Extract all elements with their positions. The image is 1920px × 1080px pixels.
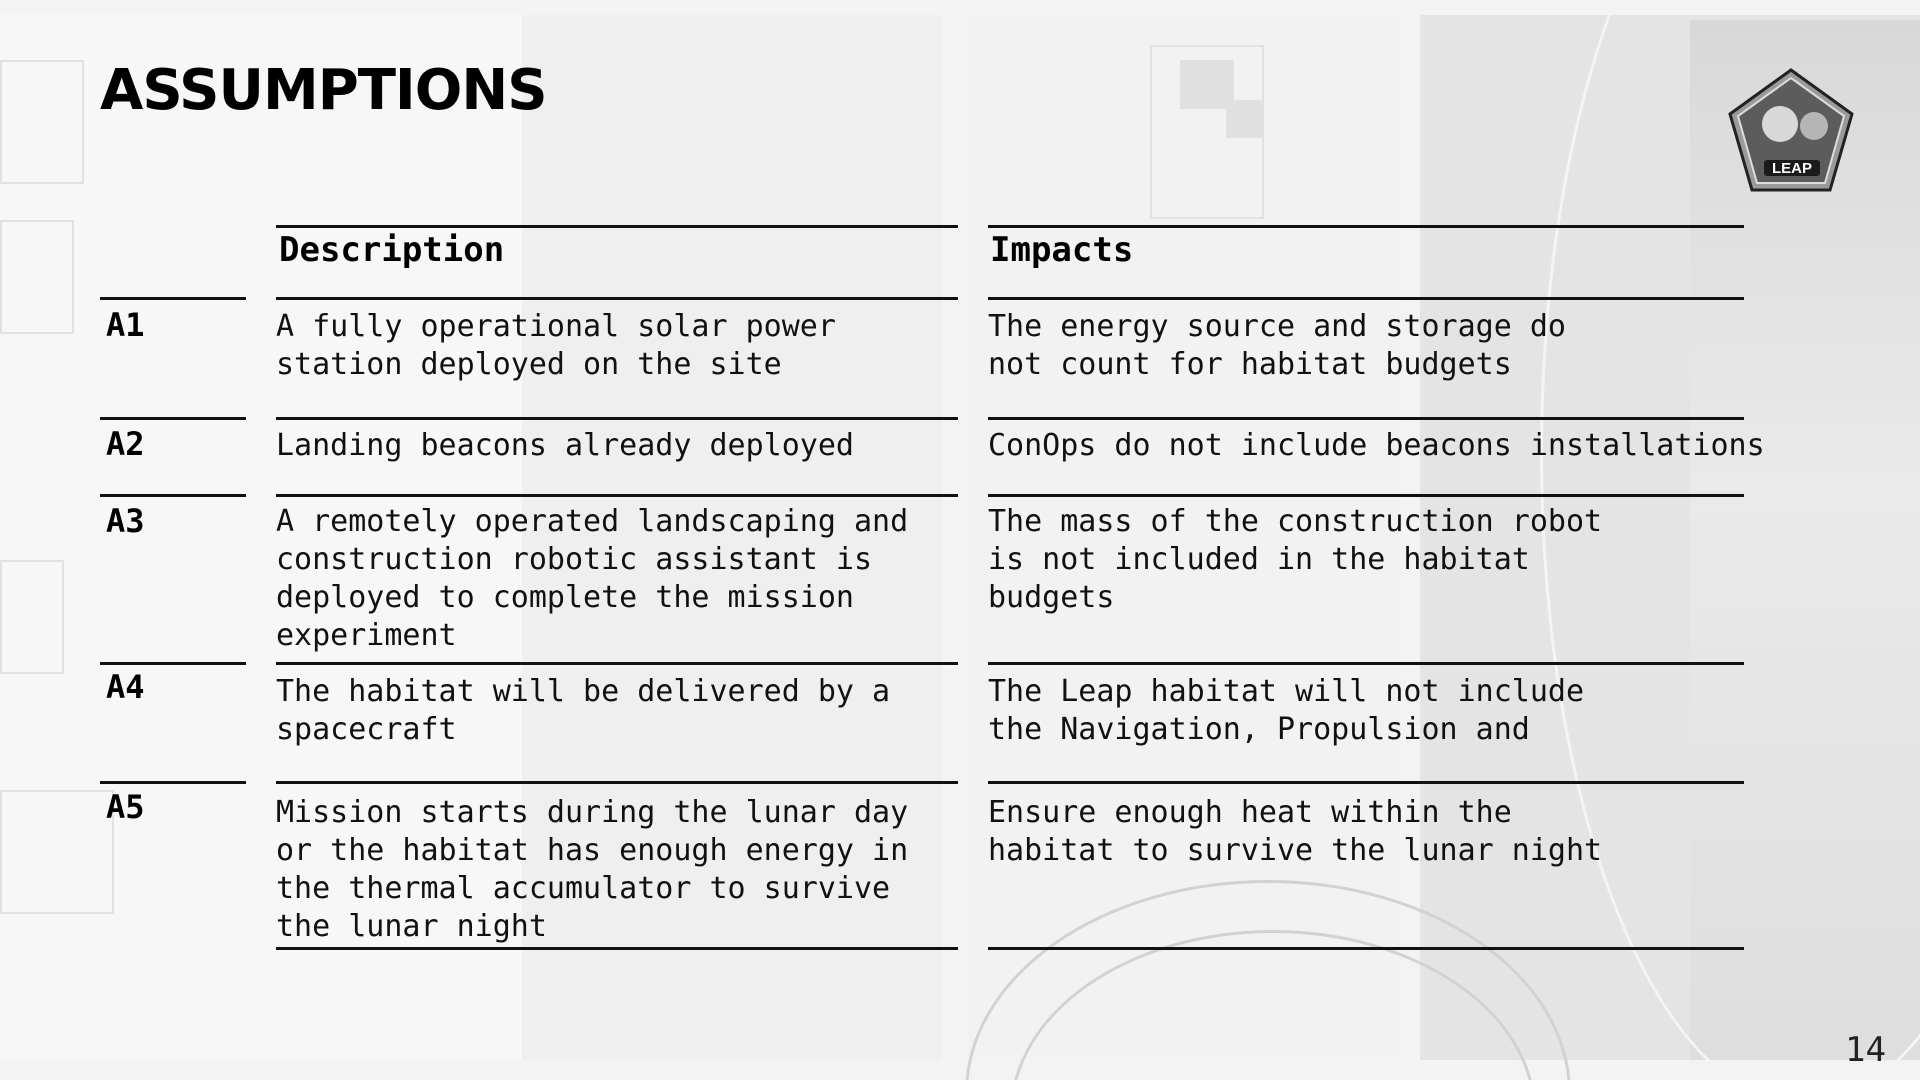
background-sketch — [0, 790, 114, 914]
row-rule — [988, 662, 1744, 665]
row-rule — [988, 417, 1744, 420]
background-sketch — [0, 60, 84, 184]
background-sketch — [0, 560, 64, 674]
table-bottom-rule — [988, 947, 1744, 950]
table-bottom-rule — [276, 947, 958, 950]
background-sketch — [0, 220, 74, 334]
row-impact: Ensure enough heat within the habitat to survive the lunar night — [988, 795, 1603, 868]
background-sketch — [1226, 100, 1264, 138]
column-header-impacts: Impacts — [990, 230, 1134, 270]
mission-logo — [1726, 66, 1856, 194]
row-rule — [276, 662, 958, 665]
row-rule — [276, 494, 958, 497]
row-id: A2 — [106, 425, 145, 463]
table-header-rule — [988, 225, 1744, 228]
page-number: 14 — [1845, 1030, 1886, 1070]
row-impact: The Leap habitat will not include the Navigation, Propulsion and — [988, 674, 1585, 747]
row-id: A5 — [106, 788, 145, 826]
row-rule — [276, 781, 958, 784]
row-rule — [276, 417, 958, 420]
row-rule — [276, 297, 958, 300]
row-impact: The energy source and storage do not count for habitat budgets — [988, 309, 1566, 382]
page-title: ASSUMPTIONS — [100, 58, 547, 123]
row-id: A1 — [106, 306, 145, 344]
row-rule — [100, 297, 246, 300]
row-impact: ConOps do not include beacons installations — [988, 428, 1765, 463]
logo-label: LEAP — [1771, 160, 1813, 177]
table-header-rule — [276, 225, 958, 228]
row-rule — [988, 494, 1744, 497]
row-id: A3 — [106, 502, 145, 540]
row-description: Landing beacons already deployed — [276, 428, 854, 463]
row-description: Mission starts during the lunar day or the habitat has enough energy in the thermal accumulator to survive the lunar night — [276, 795, 909, 944]
row-rule — [988, 297, 1744, 300]
row-id: A4 — [106, 668, 145, 706]
row-description: The habitat will be delivered by a spacecraft — [276, 674, 891, 747]
column-header-description: Description — [279, 230, 505, 270]
row-description: A remotely operated landscaping and construction robotic assistant is deployed to complete the mission experiment — [276, 504, 909, 653]
row-impact: The mass of the construction robot is not included in the habitat budgets — [988, 504, 1603, 615]
row-rule — [100, 662, 246, 665]
row-description: A fully operational solar power station deployed on the site — [276, 309, 836, 382]
row-rule — [988, 781, 1744, 784]
row-rule — [100, 494, 246, 497]
row-rule — [100, 781, 246, 784]
row-rule — [100, 417, 246, 420]
